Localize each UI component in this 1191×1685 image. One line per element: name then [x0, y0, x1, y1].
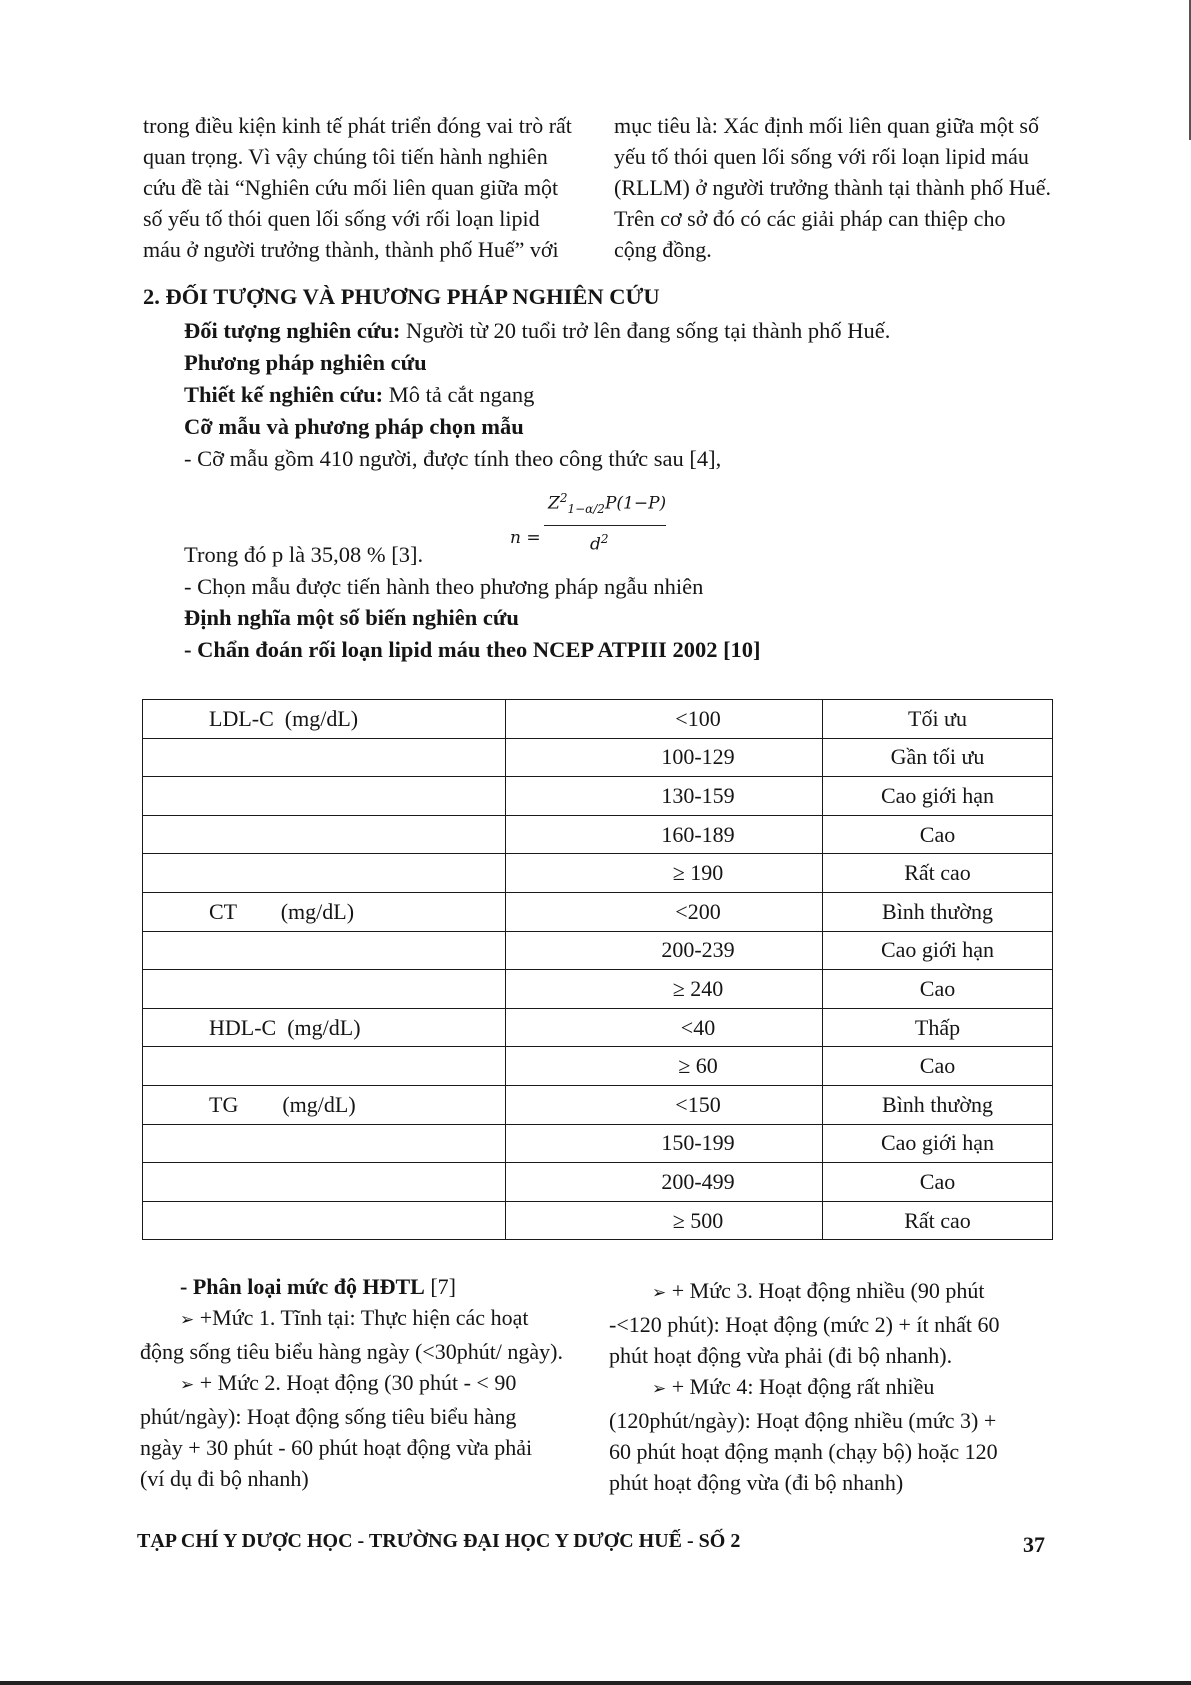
table-cell: 130-159 — [506, 777, 823, 816]
table-row — [143, 854, 1053, 893]
text-line: máu ở người trưởng thành, thành phố Huế” với — [143, 237, 559, 262]
table-cell: <150 — [506, 1085, 823, 1124]
table-cell: Cao — [823, 815, 1053, 854]
text-line: trong điều kiện kinh tế phát triển đóng vai trò rất — [143, 113, 572, 138]
table-cell: Cao giới hạn — [823, 931, 1053, 970]
table-cell: Bình thường — [823, 1085, 1053, 1124]
table-cell: TG (mg/dL) — [143, 1085, 506, 1124]
text-line: ➢ + Mức 3. Hoạt động nhiều (90 phút — [652, 1278, 985, 1303]
formula-numerator: $Z^2_{1-\alpha/2}P(1-P)$ — [548, 491, 667, 517]
table-cell: <40 — [506, 1008, 823, 1047]
activity-heading-ref: [7] — [424, 1274, 456, 1299]
scan-bottom-edge — [0, 1681, 1191, 1685]
text-line: (120phút/ngày): Hoạt động nhiều (mức 3) + — [609, 1408, 997, 1433]
table-cell — [143, 815, 506, 854]
table-cell: Cao — [823, 970, 1053, 1009]
table-row — [143, 1008, 1053, 1047]
table-cell — [143, 1201, 506, 1240]
arrow-bullet-icon: ➢ — [180, 1310, 195, 1330]
text-line: phút/ngày): Hoạt động sống tiêu biểu hàng — [140, 1404, 517, 1429]
subject-label: Đối tượng nghiên cứu: — [184, 318, 401, 343]
intro-left-column — [143, 110, 586, 265]
study-design — [184, 382, 534, 408]
table-cell: Rất cao — [823, 854, 1053, 893]
table-cell: <100 — [506, 700, 823, 739]
table-cell: 100-129 — [506, 738, 823, 777]
table-cell: 150-199 — [506, 1124, 823, 1163]
table-cell: 200-499 — [506, 1163, 823, 1202]
method-heading — [184, 350, 427, 376]
diagnosis-heading — [184, 637, 761, 663]
formula-n: n = — [510, 528, 541, 548]
text-line: quan trọng. Vì vậy chúng tôi tiến hành nghiên — [143, 144, 548, 169]
arrow-bullet-icon: ➢ — [652, 1283, 667, 1303]
text-line: 60 phút hoạt động mạnh (chạy bộ) hoặc 120 — [609, 1439, 998, 1464]
table-cell: Rất cao — [823, 1201, 1053, 1240]
table-cell: Cao — [823, 1047, 1053, 1086]
table-row — [143, 815, 1053, 854]
table-cell: LDL-C (mg/dL) — [143, 700, 506, 739]
arrow-bullet-icon: ➢ — [652, 1379, 667, 1399]
table-cell: 160-189 — [506, 815, 823, 854]
arrow-bullet-icon: ➢ — [180, 1375, 195, 1395]
method-heading-text: Phương pháp nghiên cứu — [184, 350, 427, 375]
text-line: ngày + 30 phút - 60 phút hoạt động vừa phải — [140, 1435, 533, 1460]
design-label: Thiết kế nghiên cứu: — [184, 382, 384, 407]
text-line: cộng đồng. — [614, 237, 712, 262]
table-row — [143, 1163, 1053, 1202]
table-cell — [143, 1163, 506, 1202]
text-line: Trên cơ sở đó có các giải pháp can thiệp cho — [614, 206, 1006, 231]
section-title: 2. ĐỐI TƯỢNG VÀ PHƯƠNG PHÁP NGHIÊN CỨU — [143, 284, 660, 309]
text-line: ➢ + Mức 4: Hoạt động rất nhiều — [652, 1374, 935, 1399]
journal-footer: TẠP CHÍ Y DƯỢC HỌC - TRƯỜNG ĐẠI HỌC Y DƯỢC HUẾ - SỐ 2 — [137, 1530, 741, 1552]
definition-heading-text: Định nghĩa một số biến nghiên cứu — [184, 605, 519, 630]
intro-right-column — [614, 110, 1057, 265]
text-line: (ví dụ đi bộ nhanh) — [140, 1466, 309, 1491]
diagnosis-heading-text: - Chẩn đoán rối loạn lipid máu theo NCEP ATPIII 2002 [10] — [184, 637, 761, 662]
subject-text: Người từ 20 tuổi trở lên đang sống tại thành phố Huế. — [400, 318, 891, 343]
text-line: ➢ + Mức 2. Hoạt động (30 phút - < 90 — [180, 1370, 517, 1395]
table-cell — [143, 854, 506, 893]
table-cell: Cao — [823, 1163, 1053, 1202]
activity-heading — [140, 1271, 583, 1302]
text-line: mục tiêu là: Xác định mối liên quan giữa một số — [614, 113, 1039, 138]
table-cell: 200-239 — [506, 931, 823, 970]
definition-heading — [184, 605, 519, 631]
sample-size-text: - Cỡ mẫu gồm 410 người, được tính theo công thức sau [4], — [184, 446, 722, 471]
sample-size-formula — [510, 488, 670, 568]
sample-heading — [184, 414, 524, 440]
fraction-bar — [544, 525, 666, 526]
text-line: phút hoạt động vừa (đi bộ nhanh) — [609, 1470, 904, 1495]
text-line: phút hoạt động vừa phải (đi bộ nhanh). — [609, 1343, 953, 1368]
table-row — [143, 1124, 1053, 1163]
activity-left-column — [140, 1271, 583, 1494]
table-cell — [143, 970, 506, 1009]
table-cell: Tối ưu — [823, 700, 1053, 739]
table-cell: ≥ 240 — [506, 970, 823, 1009]
sample-heading-text: Cỡ mẫu và phương pháp chọn mẫu — [184, 414, 524, 439]
table-row — [143, 700, 1053, 739]
table-cell: ≥ 60 — [506, 1047, 823, 1086]
table-cell: HDL-C (mg/dL) — [143, 1008, 506, 1047]
table-cell: ≥ 190 — [506, 854, 823, 893]
study-subject — [184, 318, 890, 344]
text-line: số yếu tố thói quen lối sống với rối loạn lipid — [143, 206, 540, 231]
table-cell: ≥ 500 — [506, 1201, 823, 1240]
text-line: động sống tiêu biểu hàng ngày (<30phút/ ngày). — [140, 1339, 564, 1364]
table-cell — [143, 931, 506, 970]
table-cell: Thấp — [823, 1008, 1053, 1047]
formula-denominator: $d^2$ — [590, 532, 609, 555]
activity-right-column — [609, 1275, 1052, 1498]
table-row — [143, 892, 1053, 931]
table-row — [143, 1201, 1053, 1240]
lipid-classification-table — [142, 699, 1053, 1240]
text-line: ➢ +Mức 1. Tĩnh tại: Thực hiện các hoạt — [180, 1305, 529, 1330]
text-line: -<120 phút): Hoạt động (mức 2) + ít nhất 60 — [609, 1312, 1000, 1337]
activity-heading-bold: - Phân loại mức độ HĐTL — [180, 1274, 425, 1299]
table-row — [143, 1085, 1053, 1124]
table-row — [143, 777, 1053, 816]
table-cell — [143, 1124, 506, 1163]
table-row — [143, 970, 1053, 1009]
text-line: yếu tố thói quen lối sống với rối loạn lipid máu — [614, 144, 1029, 169]
p-value-text: Trong đó p là 35,08 % [3]. — [184, 542, 424, 567]
table-cell: Cao giới hạn — [823, 1124, 1053, 1163]
table-cell: Cao giới hạn — [823, 777, 1053, 816]
table-cell: CT (mg/dL) — [143, 892, 506, 931]
table-cell — [143, 777, 506, 816]
table-row — [143, 738, 1053, 777]
table-cell — [143, 738, 506, 777]
design-text: Mô tả cắt ngang — [383, 382, 535, 407]
table-row — [143, 1047, 1053, 1086]
table-cell: <200 — [506, 892, 823, 931]
text-line: cứu đề tài “Nghiên cứu mối liên quan giữa một — [143, 175, 559, 200]
random-sampling-text: - Chọn mẫu được tiến hành theo phương pháp ngẫu nhiên — [184, 574, 704, 599]
text-line: (RLLM) ở người trưởng thành tại thành phố Huế. — [614, 175, 1051, 200]
page-number: 37 — [1023, 1532, 1045, 1557]
table-cell — [143, 1047, 506, 1086]
table-cell: Bình thường — [823, 892, 1053, 931]
table-cell: Gần tối ưu — [823, 738, 1053, 777]
table-row — [143, 931, 1053, 970]
